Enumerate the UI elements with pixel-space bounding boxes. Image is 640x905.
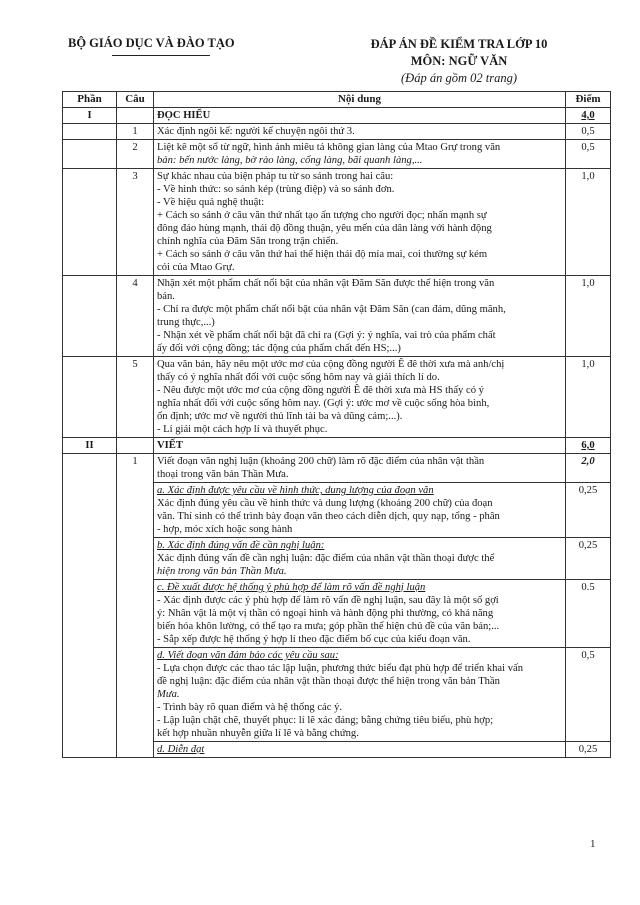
- page-number: 1: [590, 838, 596, 850]
- answer-content: a. Xác định được yêu cầu về hình thức, dung lượng của đoạn văn Xác định đúng yêu cầu về hình thức và dung lượng (khoảng 200 chữ) của đoạn văn. Thí sinh có thể trình bày đoạn văn theo cách diễn dịch, quy nạp, tổng - phân - hợp, móc xích hoặc song hành: [154, 483, 566, 538]
- table-row: [63, 124, 611, 140]
- answer-content: Sự khác nhau của biện pháp tu từ so sánh trong hai câu: - Về hình thức: so sánh kép (trùng điệp) và so sánh đơn. - Về hiệu quả nghệ thuật: + Cách so sánh ở câu văn thứ nhất tạo ấn tượng cho người đọc; nhấn mạnh sự đông đảo hùng mạnh, thái độ đồng thuận, yêu mến của dân làng với hành động chính nghĩa của Đăm Săn trong trận chiến. + Cách so sánh ở câu văn thứ hai thể hiện thái độ mỉa mai, coi thường sự kém cỏi của Mtao Grự.: [154, 169, 566, 276]
- header-content: Nội dung: [154, 92, 566, 108]
- table-row: [63, 169, 611, 276]
- answer-content: Liệt kê một số từ ngữ, hình ảnh miêu tả không gian làng của Mtao Grự trong văn bản: bến nước làng, bờ rào làng, cổng làng, bãi quanh làng,...: [154, 140, 566, 169]
- score-cell: 0,5: [566, 648, 611, 742]
- section-row: [63, 438, 611, 454]
- table-row: [63, 454, 611, 483]
- part-number: II: [63, 438, 117, 454]
- question-number: 1: [117, 454, 154, 758]
- answer-content: Qua văn bản, hãy nêu một ước mơ của cộng đồng người Ê đê thời xưa mà anh/chị thấy có ý nghĩa nhất đối với cuộc sống hôm nay và giải thích lí do. - Nêu được một ước mơ của cộng đồng người Ê đê thời xưa mà HS thấy có ý nghĩa nhất đối với cuộc sống hôm nay. (Gợi ý: ước mơ về cuộc sống hòa bình, ổn định; ước mơ về người thủ lĩnh tài ba và dũng cảm;...). - Lí giải một cách hợp lí và thuyết phục.: [154, 357, 566, 438]
- ministry-underline: [112, 55, 210, 56]
- section-title: ĐỌC HIỂU: [154, 108, 566, 124]
- header-question: Câu: [117, 92, 154, 108]
- score-cell: 0,5: [566, 124, 611, 140]
- header-score: Điểm: [566, 92, 611, 108]
- exam-subject: MÔN: NGỮ VĂN: [410, 54, 508, 68]
- score-cell: 1,0: [566, 169, 611, 276]
- exam-page-note: (Đáp án gồm 02 trang): [401, 71, 517, 85]
- criterion-heading: d. Diễn đạt: [157, 744, 205, 755]
- score-cell: 0,25: [566, 538, 611, 580]
- part-number: I: [63, 108, 117, 124]
- criterion-heading: a. Xác định được yêu cầu về hình thức, dung lượng của đoạn văn: [157, 485, 434, 496]
- answer-content: Nhận xét một phẩm chất nổi bật của nhân vật Đăm Săn được thể hiện trong văn bản. - Chỉ ra được một phẩm chất nổi bật của nhân vật Đăm Săn (can đảm, dũng mãnh, trung thực,...) - Nhận xét về phẩm chất nổi bật đã chỉ ra (Gợi ý: ý nghĩa, vai trò của phẩm chất ấy đối với cộng đồng; tác động của phẩm chất đến HS;...): [154, 276, 566, 357]
- answer-content: c. Đề xuất được hệ thống ý phù hợp để làm rõ vấn đề nghị luận - Xác định được các ý phù hợp để làm rõ vấn đề nghị luận, sau đây là một số gợi ý: Nhân vật là một vị thần có ngoại hình và hành động phi thường, có khả năng biến hóa khôn lường, có thể tạo ra mưa; góp phần thể hiện chủ đề của văn bản;... - Sắp xếp được hệ thống ý hợp lí theo đặc điểm bố cục của kiểu đoạn văn.: [154, 580, 566, 648]
- table-header-row: [63, 92, 611, 108]
- table-row: [63, 357, 611, 438]
- criterion-heading: c. Đề xuất được hệ thống ý phù hợp để làm rõ vấn đề nghị luận: [157, 582, 426, 593]
- answer-content: Viết đoạn văn nghị luận (khoảng 200 chữ) làm rõ đặc điểm của nhân vật thần thoại trong văn bản Thần Mưa.: [154, 454, 566, 483]
- question-number: 4: [117, 276, 154, 357]
- header-part: Phần: [63, 92, 117, 108]
- score-cell: 0,25: [566, 483, 611, 538]
- section-row: [63, 108, 611, 124]
- table-row: [63, 140, 611, 169]
- score-cell: 1,0: [566, 276, 611, 357]
- question-number: 5: [117, 357, 154, 438]
- answer-content: Xác định ngôi kể: người kể chuyện ngôi thứ 3.: [154, 124, 566, 140]
- criterion-heading: d. Viết đoạn văn đảm bảo các yêu cầu sau:: [157, 650, 339, 661]
- score-cell: 0,5: [566, 140, 611, 169]
- score-cell: 0.5: [566, 580, 611, 648]
- answer-table: [62, 91, 611, 758]
- question-number: 2: [117, 140, 154, 169]
- score-cell: 0,25: [566, 742, 611, 758]
- score-cell: 1,0: [566, 357, 611, 438]
- section-title: VIẾT: [154, 438, 566, 454]
- question-number: 3: [117, 169, 154, 276]
- criterion-heading: b. Xác định đúng vấn đề cần nghị luận:: [157, 540, 325, 551]
- exam-title-block: [342, 36, 576, 87]
- table-row: [63, 276, 611, 357]
- answer-content: d. Viết đoạn văn đảm bảo các yêu cầu sau: - Lựa chọn được các thao tác lập luận, phương thức biểu đạt phù hợp để triển khai vấn đề nghị luận: đặc điểm của nhân vật thần thoại được thể hiện trong văn bản Thần Mưa. - Trình bày rõ quan điểm và hệ thống các ý. - Lập luận chặt chẽ, thuyết phục: lí lẽ xác đáng; bằng chứng tiêu biểu, phù hợp; kết hợp nhuần nhuyễn giữa lí lẽ và bằng chứng.: [154, 648, 566, 742]
- question-number: 1: [117, 124, 154, 140]
- score-cell: 2,0: [566, 454, 611, 483]
- section-score: 6,0: [566, 438, 611, 454]
- answer-content: b. Xác định đúng vấn đề cần nghị luận: Xác định đúng vấn đề cần nghị luận: đặc điểm của nhân vật thần thoại được thể hiện trong văn bản Thần Mưa.: [154, 538, 566, 580]
- answer-content: [154, 742, 566, 758]
- section-score: 4,0: [566, 108, 611, 124]
- exam-title: ĐÁP ÁN ĐỀ KIỂM TRA LỚP 10: [370, 37, 548, 51]
- ministry-name: BỘ GIÁO DỤC VÀ ĐÀO TẠO: [68, 36, 235, 50]
